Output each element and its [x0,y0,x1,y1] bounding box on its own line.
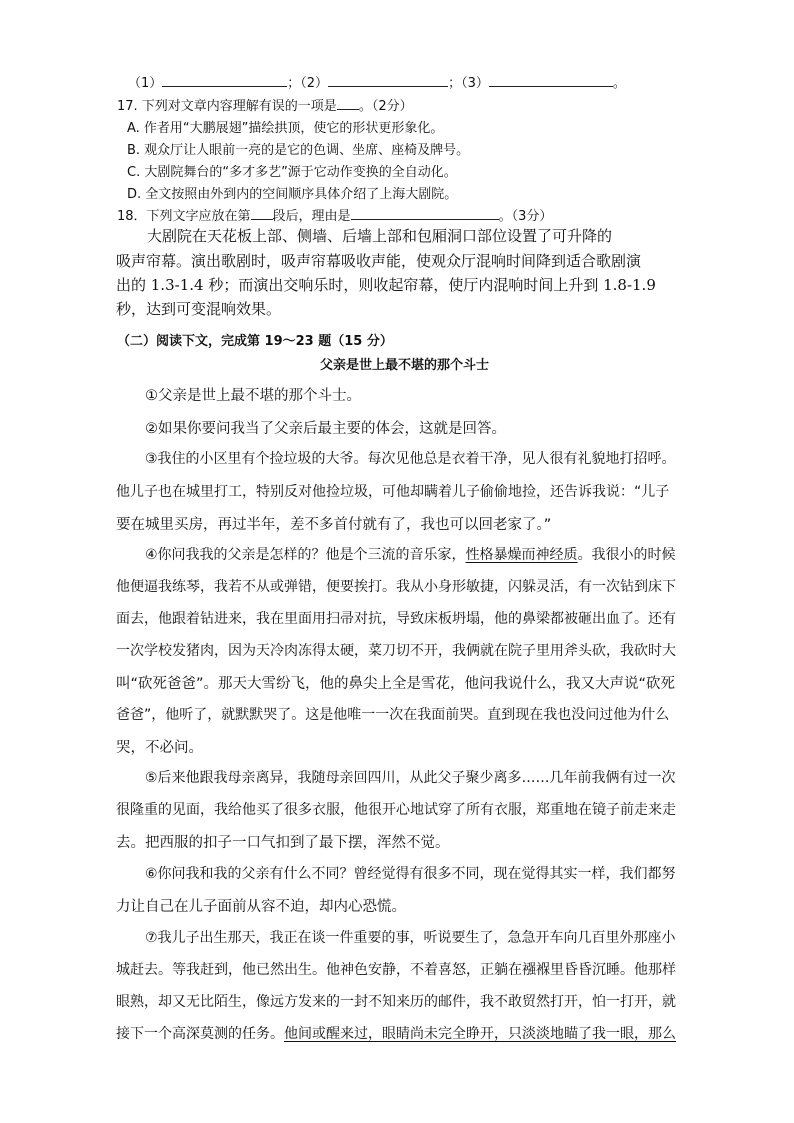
question-17-option-c: C. 大剧院舞台的“多才多艺”源于它动作变换的全自动化。 [127,165,457,180]
answer-label-3: ；（3） [448,76,489,91]
paragraph-5-line-1: ⑤后来他跟我母亲离异，我随母亲回四川，从此父子聚少离多……几年前我俩有过一次 [145,770,676,786]
paragraph-3-line-3: 要在城里买房，再过半年，差不多首付就有了，我也可以回老家了。” [116,517,552,533]
question-18-stem [117,205,552,224]
question-18-passage-line-2: 吸声帘幕。演出歌剧时，吸声帘幕吸收声能，使观众厅混响时间降到适合歌剧演 [116,252,642,270]
question-18-text-b: 段后，理由是 [272,209,351,224]
paragraph-3-line-2: 他儿子也在城里打工，特别反对他捡垃圾，可他却瞒着儿子偷偷地捡，还告诉我说：“儿子 [116,484,670,500]
answer-blank-1[interactable] [162,74,287,87]
paragraph-2: ②如果你要问我当了父亲后最主要的体会，这就是回答。 [145,421,506,437]
question-17-score: 。（2分） [358,99,413,114]
question-18-blank-reason[interactable] [351,207,499,220]
answer-end: 。 [612,76,626,91]
paragraph-4-line-5: 叫“砍死爸爸”。那天大雪纷飞，他的鼻尖上全是雪花，他问我说什么，我又大声说“砍死 [116,676,676,692]
paragraph-4-line-4: 一次学校发猪肉，因为天冷肉冻得太硬，菜刀切不开，我俩就在院子里用斧头砍，我砍时大 [116,643,676,659]
paragraph-7-line-3: 眼熟，却又无比陌生，像远方发来的一封不知来历的邮件，我不敢贸然打开，怕一打开，就 [116,994,676,1010]
paragraph-4-underlined-phrase: 性格暴燥而神经质 [465,547,578,563]
question-17-option-a: A. 作者用“大鹏展翅”描绘拱顶，使它的形状更形象化。 [127,121,444,136]
paragraph-4-line-1 [145,544,676,564]
question-17-option-b: B. 观众厅让人眼前一亮的是它的色调、坐席、座椅及牌号。 [127,143,470,158]
paragraph-6-line-2: 力让自己在儿子面前从容不迫，却内心恐慌。 [116,899,406,915]
answer-blank-3[interactable] [489,74,613,87]
paragraph-5-line-2: 很隆重的见面，我给他买了很多衣服，他很开心地试穿了所有衣服，郑重地在镜子前走来走 [116,802,676,818]
question-18-score: 。（3分） [498,209,553,224]
article-title: 父亲是世上最不堪的那个斗士 [320,358,490,373]
paragraph-4-text-b: 。我很小的时候 [577,547,676,563]
question-18-text-a: 18．下列文字应放在第 [117,209,251,224]
question-17-stem [117,95,413,114]
paragraph-4-line-2: 他便逼我练琴，我若不从或弹错，便要挨打。我从小身形敏捷，闪躲灵活，有一次钻到床下 [116,579,676,595]
paragraph-4-text-a: ④你问我我的父亲是怎样的？他是个三流的音乐家， [145,547,466,563]
paragraph-7-line-2: 城赶去。等我赶到，他已然出生。他神色安静，不着喜怒，正躺在襁褓里昏昏沉睡。他那样 [116,962,676,978]
paragraph-4-line-7: 哭，不必问。 [116,740,203,756]
paragraph-3-line-1: ③我住的小区里有个捡垃圾的大爷。每次见他总是衣着干净，见人很有礼貌地打招呼。 [145,451,676,467]
question-18-passage-line-4: 秒，达到可变混响效果。 [116,300,282,318]
question-17-blank[interactable] [337,97,359,110]
paragraph-1: ①父亲是世上最不堪的那个斗士。 [145,388,361,404]
paragraph-4-line-6: 爸爸”，他听了，就默默哭了。这是他唯一一次在我面前哭。直到现在我也没问过他为什么 [116,707,670,723]
question-18-passage-line-3: 出的 1.3-1.4 秒；而演出交响乐时，则收起帘幕，使厅内混响时间上升到 1.8-1.9 [116,276,656,294]
paragraph-4-line-3: 面去，他跟着钻进来，我在里面用扫帚对抗，导致床板坍塌，他的鼻梁都被砸出血了。还有 [116,611,676,627]
answer-blanks-line [128,72,626,91]
question-17-text: 17. 下列对文章内容理解有误的一项是 [117,99,337,114]
question-18-passage-line-1: 大剧院在天花板上部、侧墙、后墙上部和包厢洞口部位设置了可升降的 [147,227,613,245]
paragraph-6-line-1: ⑥你问我和我的父亲有什么不同？曾经觉得有很多不同，现在觉得其实一样，我们都努 [145,866,676,882]
answer-label-1: （1） [128,76,163,91]
answer-label-2: ；（2） [287,76,329,91]
question-18-blank-paragraph[interactable] [251,207,273,220]
paragraph-7-text-a: 接下一个高深莫测的任务。 [116,1026,284,1042]
paragraph-7-line-4 [116,1023,676,1043]
paragraph-7-line-1: ⑦我儿子出生那天，我正在谈一件重要的事，听说要生了，急急开车向几百里外那座小 [145,930,676,946]
answer-blank-2[interactable] [328,74,448,87]
paragraph-5-line-3: 去。把西服的扣子一口气扣到了最下摆，浑然不觉。 [116,835,450,851]
section-2-heading: （二）阅读下文，完成第 19～23 题（15 分） [117,334,393,349]
question-17-option-d: D. 全文按照由外到内的空间顺序具体介绍了上海大剧院。 [127,187,458,202]
paragraph-7-underlined-sentence: 他间或醒来过，眼睛尚未完全睁开，只淡淡地瞄了我一眼，那么 [284,1026,676,1042]
